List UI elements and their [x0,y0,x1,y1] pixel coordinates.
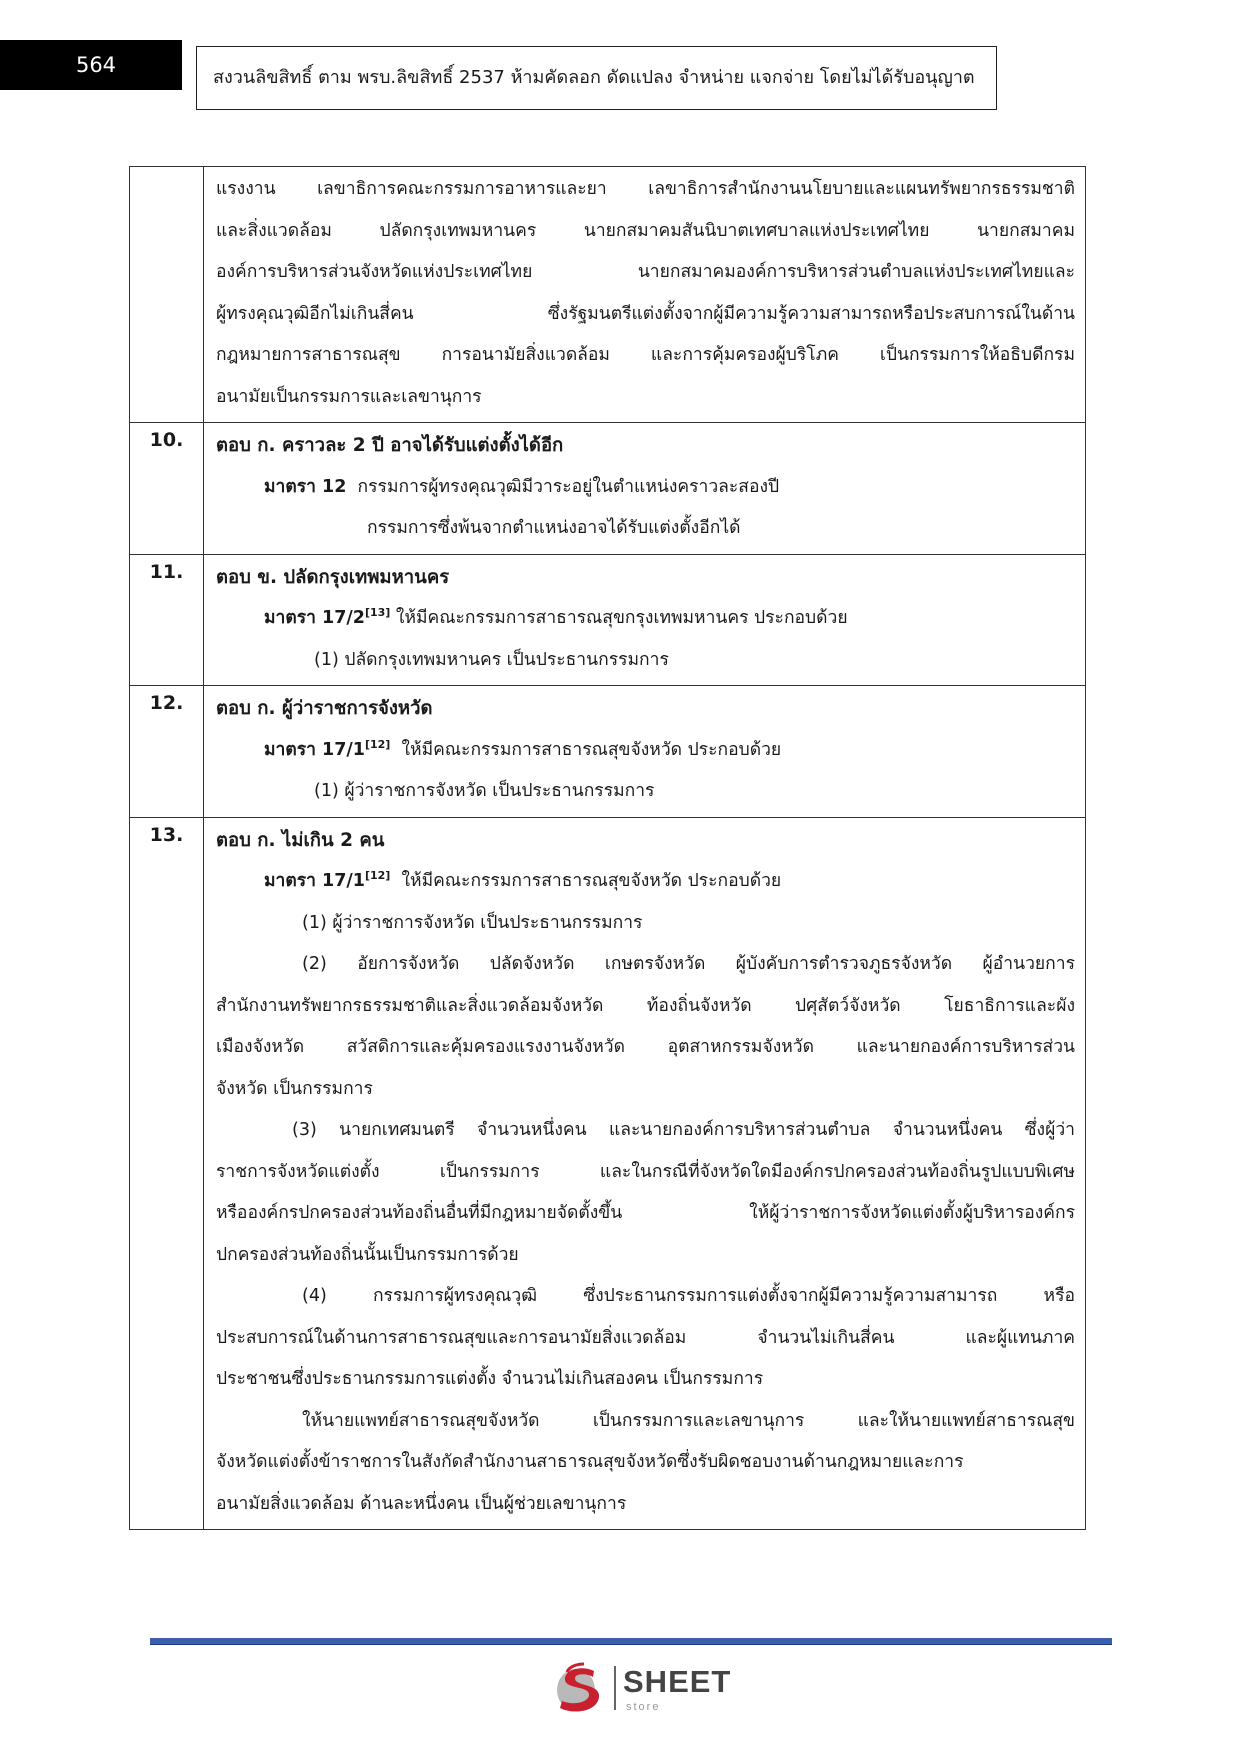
closing-line: ให้นายแพทย์สาธารณสุขจังหวัด เป็นกรรมการและเลขานุการ และให้นายแพทย์สาธารณสุข [302,1410,1075,1431]
item-2-line: สำนักงานทรัพยากรธรรมชาติและสิ่งแวดล้อมจังหวัด ท้องถิ่นจังหวัด ปศุสัตว์จังหวัด โยธาธิการและผัง [216,995,1075,1016]
article-line [216,730,1075,772]
logo-subtext: store [626,1701,661,1713]
article-line [216,861,1075,903]
closing-line: จังหวัดแต่งตั้งข้าราชการในสังกัดสำนักงานสาธารณสุขจังหวัดซึ่งรับผิดชอบงานด้านกฎหมายและการ [216,1452,964,1472]
text-line: และสิ่งแวดล้อม ปลัดกรุงเทพมหานคร นายกสมาคมสันนิบาตเทศบาลแห่งประเทศไทย นายกสมาคม [216,220,1075,241]
row-number: 11. [130,554,204,686]
item-3-line: (3) นายกเทศมนตรี จำนวนหนึ่งคน และนายกองค์การบริหารส่วนตำบล จำนวนหนึ่งคน ซึ่งผู้ว่า [292,1120,1075,1140]
item-3-line: ปกครองส่วนท้องถิ่นนั้นเป็นกรรมการด้วย [216,1244,519,1265]
closing-line: อนามัยสิ่งแวดล้อม ด้านละหนึ่งคน เป็นผู้ช่วยเลขานุการ [216,1493,627,1514]
footer-rule [150,1638,1112,1645]
article-label: มาตรา 17/1 [264,871,365,891]
row-body [204,423,1086,555]
table-row [130,686,1086,818]
text-line: (1) ปลัดกรุงเทพมหานคร เป็นประธานกรรมการ [314,649,669,670]
text-line: อนามัยเป็นกรรมการและเลขานุการ [216,386,482,407]
text-line: (1) ผู้ว่าราชการจังหวัด เป็นประธานกรรมการ [314,781,655,801]
article-line [216,467,1075,509]
item-2-line: เมืองจังหวัด สวัสดิการและคุ้มครองแรงงานจังหวัด อุตสาหกรรมจังหวัด และนายกองค์การบริหารส่วน [216,1037,1075,1057]
article-label: มาตรา 12 [264,476,347,497]
row-number: 13. [130,817,204,1530]
row-number [130,167,204,423]
article-line [216,598,1075,640]
answer-line: ตอบ ก. ไม่เกิน 2 คน [216,829,385,851]
item-4-line: ประชาชนซึ่งประธานกรรมการแต่งตั้ง จำนวนไม่เกินสองคน เป็นกรรมการ [216,1369,764,1389]
item-2-line: (2) อัยการจังหวัด ปลัดจังหวัด เกษตรจังหวัด ผู้บังคับการตำรวจภูธรจังหวัด ผู้อำนวยการ [302,954,1075,974]
logo-text: SHEET [623,1664,732,1699]
row-body [204,686,1086,818]
table-row [130,167,1086,423]
article-ref: [12] [364,737,391,751]
answer-line: ตอบ ก. คราวละ 2 ปี อาจได้รับแต่งตั้งได้อีก [216,435,564,456]
article-ref: [13] [364,606,391,620]
sheet-store-logo [554,1660,734,1716]
row-number: 10. [130,423,204,555]
answer-line: ตอบ ข. ปลัดกรุงเทพมหานคร [216,566,450,588]
table-row [130,423,1086,555]
sheet-s-icon [554,1662,610,1716]
page-number: 564 [0,40,182,90]
row-body [204,817,1086,1530]
article-text: ให้มีคณะกรรมการสาธารณสุขกรุงเทพมหานคร ประกอบด้วย [395,608,848,628]
answer-table [129,166,1086,1530]
item-4-line: (4) กรรมการผู้ทรงคุณวุฒิ ซึ่งประธานกรรมการแต่งตั้งจากผู้มีความรู้ความสามารถ หรือ [302,1286,1075,1306]
item-3-line: หรือองค์กรปกครองส่วนท้องถิ่นอื่นที่มีกฎหมายจัดตั้งขึ้น ให้ผู้ว่าราชการจังหวัดแต่งตั้งผู้บริหารองค์กร [216,1203,1075,1223]
copyright-notice: สงวนลิขสิทธิ์ ตาม พรบ.ลิขสิทธิ์ 2537 ห้ามคัดลอก ดัดแปลง จำหน่าย แจกจ่าย โดยไม่ได้รับอนุญาต [196,46,997,110]
text-line: องค์การบริหารส่วนจังหวัดแห่งประเทศไทย นายกสมาคมองค์การบริหารส่วนตำบลแห่งประเทศไทยและ [216,262,1075,282]
article-text: ให้มีคณะกรรมการสาธารณสุขจังหวัด ประกอบด้วย [401,739,782,760]
text-line: กฎหมายการสาธารณสุข การอนามัยสิ่งแวดล้อม และการคุ้มครองผู้บริโภค เป็นกรรมการให้อธิบดีกรม [216,345,1075,365]
item-4-line: ประสบการณ์ในด้านการสาธารณสุขและการอนามัยสิ่งแวดล้อม จำนวนไม่เกินสี่คน และผู้แทนภาค [216,1327,1075,1348]
article-ref: [12] [364,869,391,883]
text-line: แรงงาน เลขาธิการคณะกรรมการอาหารและยา เลขาธิการสำนักงานนโยบายและแผนทรัพยากรธรรมชาติ [216,179,1075,199]
article-label: มาตรา 17/2 [264,608,365,628]
row-body [204,554,1086,686]
item-1: (1) ผู้ว่าราชการจังหวัด เป็นประธานกรรมการ [302,912,643,933]
article-text: ให้มีคณะกรรมการสาธารณสุขจังหวัด ประกอบด้วย [401,871,782,891]
answer-line: ตอบ ก. ผู้ว่าราชการจังหวัด [216,698,433,719]
item-3-line: ราชการจังหวัดแต่งตั้ง เป็นกรรมการ และในกรณีที่จังหวัดใดมีองค์กรปกครองส่วนท้องถิ่นรูปแบบพิเศษ [216,1161,1075,1182]
row-body [204,167,1086,423]
row-number: 12. [130,686,204,818]
table-row [130,817,1086,1530]
logo-divider [614,1666,616,1710]
article-text: กรรมการผู้ทรงคุณวุฒิมีวาระอยู่ในตำแหน่งคราวละสองปี [357,476,780,497]
table-row [130,554,1086,686]
article-label: มาตรา 17/1 [264,739,365,760]
item-2-line: จังหวัด เป็นกรรมการ [216,1078,373,1099]
text-line: กรรมการซึ่งพ้นจากตำแหน่งอาจได้รับแต่งตั้งอีกได้ [367,518,741,538]
text-line: ผู้ทรงคุณวุฒิอีกไม่เกินสี่คน ซึ่งรัฐมนตรีแต่งตั้งจากผู้มีความรู้ความสามารถหรือประสบการณ์ในด้าน [216,303,1075,324]
